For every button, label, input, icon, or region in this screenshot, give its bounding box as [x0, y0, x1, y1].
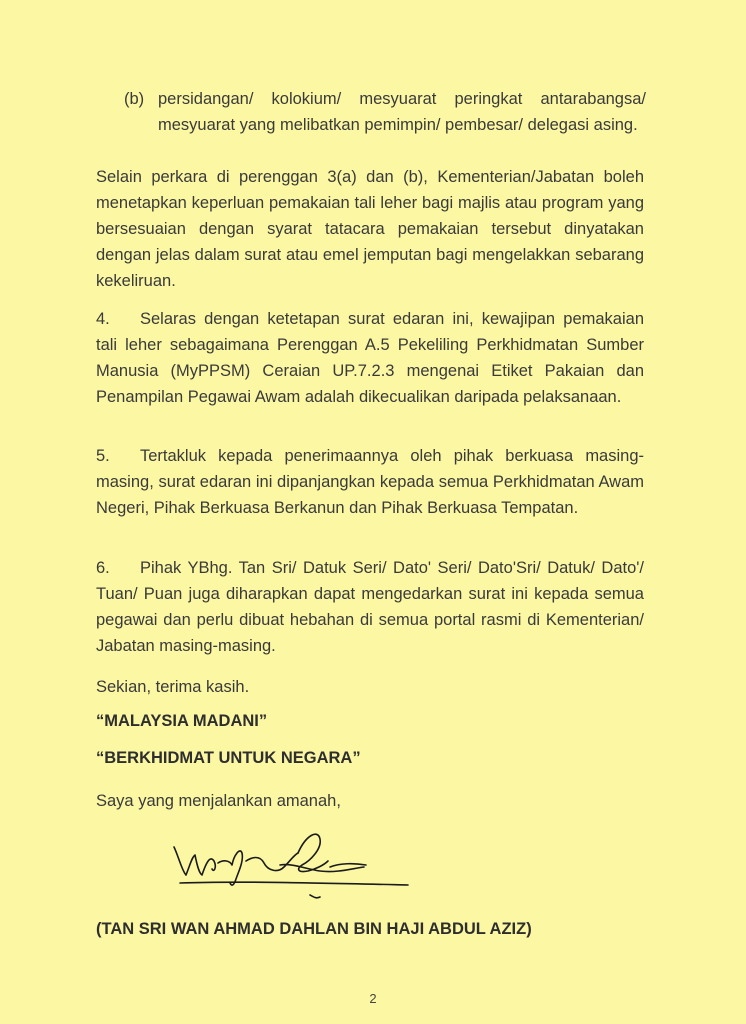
- paragraph-6: [96, 555, 644, 659]
- sign-off-text: Saya yang menjalankan amanah,: [96, 792, 341, 810]
- page-number: 2: [369, 991, 377, 1006]
- list-item-label: (b): [124, 90, 145, 108]
- paragraph-5: [96, 443, 644, 521]
- paragraph-text: Tertakluk kepada penerimaannya oleh pihak berkuasa masing-masing, surat edaran ini dipanjangkan kepada semua Perkhidmatan Awam Negeri, Pihak Berkuasa Berkanun dan Pihak Berkuasa Tempatan.: [96, 447, 644, 517]
- paragraph-number: 6.: [96, 559, 110, 577]
- paragraph-number: 5.: [96, 447, 110, 465]
- paragraph-number: 4.: [96, 310, 110, 328]
- signatory-name: (TAN SRI WAN AHMAD DAHLAN BIN HAJI ABDUL AZIZ): [96, 920, 532, 938]
- paragraph-selain: Selain perkara di perenggan 3(a) dan (b), Kementerian/Jabatan boleh menetapkan keperluan pemakaian tali leher bagi majlis atau program yang bersesuaian dengan syarat tatacara pemakaian tersebut dinyatakan dengan jelas dalam surat atau emel jemputan bagi mengelakkan sebarang kekeliruan.: [96, 168, 644, 290]
- closing-text: Sekian, terima kasih.: [96, 678, 250, 696]
- slogan-malaysia-madani: “MALAYSIA MADANI”: [96, 712, 268, 730]
- list-item-text: persidangan/ kolokium/ mesyuarat peringkat antarabangsa/ mesyuarat yang melibatkan pemimpin/ pembesar/ delegasi asing.: [158, 90, 646, 134]
- list-item-b: [124, 86, 646, 138]
- paragraph-text: Selaras dengan ketetapan surat edaran ini, kewajipan pemakaian tali leher sebagaimana Perenggan A.5 Pekeliling Perkhidmatan Sumber Manusia (MyPPSM) Ceraian UP.7.2.3 mengenai Etiket Pakaian dan Penampilan Pegawai Awam adalah dikecualikan daripada pelaksanaan.: [96, 310, 644, 406]
- handwritten-signature: [160, 825, 420, 915]
- paragraph-4: [96, 306, 644, 410]
- slogan-berkhidmat: “BERKHIDMAT UNTUK NEGARA”: [96, 749, 361, 767]
- paragraph-text: Pihak YBhg. Tan Sri/ Datuk Seri/ Dato' Seri/ Dato'Sri/ Datuk/ Dato'/ Tuan/ Puan juga diharapkan dapat mengedarkan surat ini kepada semua pegawai dan perlu dibuat hebahan di semua portal rasmi di Kementerian/ Jabatan masing-masing.: [96, 559, 644, 655]
